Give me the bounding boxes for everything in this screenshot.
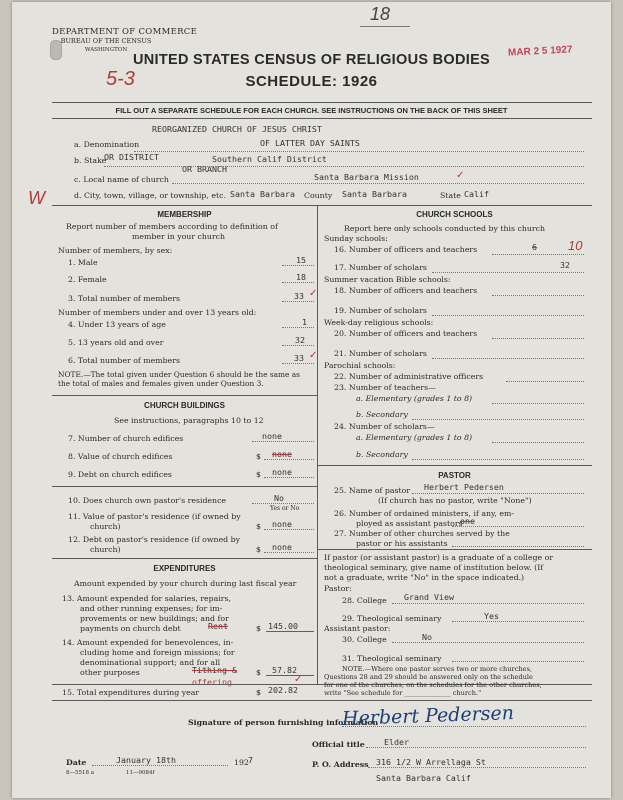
fill-instruction: FILL OUT A SEPARATE SCHEDULE FOR EACH CHURCH. SEE INSTRUCTIONS ON THE BACK OF THIS SHEET bbox=[115, 106, 508, 115]
q26-label-2: ployed as assistant pastors bbox=[356, 519, 463, 528]
q18-line bbox=[492, 295, 584, 296]
page-number-underline bbox=[360, 26, 410, 27]
local-name-label: c. Local name of church bbox=[74, 175, 169, 184]
q9-value: none bbox=[272, 467, 292, 477]
q3-value: 33 bbox=[294, 291, 304, 301]
q6-value: 33 bbox=[294, 353, 304, 363]
q25-line bbox=[412, 493, 584, 494]
city-label: d. City, town, village, or township, etc. bbox=[74, 191, 226, 200]
form-schedule: SCHEDULE: 1926 bbox=[245, 73, 378, 90]
parochial-schools-label: Parochial schools: bbox=[324, 361, 396, 370]
stake-prefix: OR DISTRICT bbox=[104, 152, 159, 162]
membership-intro-2: member in your church bbox=[132, 232, 226, 241]
divider bbox=[52, 205, 592, 206]
q25-label: 25. Name of pastor bbox=[334, 486, 411, 495]
q12-value: none bbox=[272, 542, 292, 552]
state-value: Calif bbox=[464, 189, 489, 199]
q28-line bbox=[392, 603, 584, 604]
q14-label-4: other purposes bbox=[80, 668, 140, 677]
q17-line bbox=[432, 272, 584, 273]
q21-line bbox=[432, 358, 584, 359]
form-title: UNITED STATES CENSUS OF RELIGIOUS BODIES bbox=[132, 52, 491, 68]
schools-heading: CHURCH SCHOOLS bbox=[416, 210, 493, 219]
q15-dollar: $ bbox=[256, 688, 261, 697]
q30-label: 30. College bbox=[342, 635, 387, 644]
q17-value: 32 bbox=[560, 260, 570, 270]
divider bbox=[52, 486, 317, 487]
divider bbox=[317, 465, 592, 466]
q15-label: 15. Total expenditures during year bbox=[62, 688, 200, 697]
q12-line bbox=[264, 552, 314, 553]
q8-dollar: $ bbox=[256, 452, 261, 461]
stake-prefix-2: OR BRANCH bbox=[182, 164, 227, 174]
q10-line bbox=[252, 503, 314, 504]
grad-note-3: not a graduate, write "No" in the space indicated.) bbox=[324, 573, 525, 582]
q13-label-4: payments on church debt bbox=[80, 624, 181, 633]
bureau-city: WASHINGTON bbox=[84, 47, 128, 53]
q16-label: 16. Number of officers and teachers bbox=[334, 245, 478, 254]
pastor-note-3: for one of the churches; on the schedules for the other churches, bbox=[324, 681, 542, 689]
q29-line bbox=[452, 621, 584, 622]
q14-dollar: $ bbox=[256, 668, 261, 677]
q7-line bbox=[252, 441, 314, 442]
q23-label: 23. Number of teachers— bbox=[334, 383, 436, 392]
q13-value: 145.00 bbox=[268, 621, 298, 631]
q12-dollar: $ bbox=[256, 545, 261, 554]
q5-line bbox=[282, 345, 314, 346]
q24a-line bbox=[492, 442, 584, 443]
q28-label: 28. College bbox=[342, 596, 387, 605]
bureau-name: BUREAU OF THE CENSUS bbox=[60, 37, 152, 45]
q1-label: 1. Male bbox=[68, 258, 98, 267]
date-value: January 18th bbox=[116, 755, 176, 765]
stake-line bbox=[104, 166, 584, 167]
q8-line bbox=[264, 459, 314, 460]
q24-label: 24. Number of scholars— bbox=[334, 422, 435, 431]
check-mark: ✓ bbox=[309, 288, 318, 299]
q4-label: 4. Under 13 years of age bbox=[68, 320, 166, 329]
members-by-sex-label: Number of members, by sex: bbox=[58, 246, 173, 255]
q22-label: 22. Number of administrative officers bbox=[334, 372, 484, 381]
local-name-line bbox=[172, 183, 584, 184]
q13-label-2: and other running expenses; for im- bbox=[80, 604, 223, 613]
q16-value: 10 bbox=[568, 238, 583, 253]
q11-line bbox=[264, 529, 314, 530]
q31-line bbox=[452, 661, 584, 662]
check-mark: ✓ bbox=[456, 170, 465, 181]
q29-value: Yes bbox=[484, 611, 499, 621]
q27-label-2: pastor or his assistants bbox=[356, 539, 448, 548]
q3-line bbox=[282, 301, 314, 302]
pastor-note-4: write "See schedule for ______________ church." bbox=[324, 689, 482, 697]
page-number-handwritten: 18 bbox=[370, 4, 391, 24]
address-line-1: 316 1/2 W Arrellaga St bbox=[376, 757, 486, 767]
address-line-2: Santa Barbara Calif bbox=[376, 773, 471, 783]
denomination-label: a. Denomination bbox=[74, 140, 140, 149]
q1-value: 15 bbox=[296, 255, 306, 265]
q13-dollar: $ bbox=[256, 624, 261, 633]
form-code-2: 11—9084f bbox=[126, 770, 155, 776]
q14-underline bbox=[266, 675, 314, 676]
q18-label: 18. Number of officers and teachers bbox=[334, 286, 478, 295]
denomination-line bbox=[134, 151, 584, 152]
q11-label-2: church) bbox=[90, 522, 121, 531]
q26-value: one bbox=[460, 516, 475, 526]
q20-label: 20. Number of officers and teachers bbox=[334, 329, 478, 338]
divider bbox=[52, 558, 317, 559]
weekday-schools-label: Week-day religious schools: bbox=[324, 318, 434, 327]
department-name: DEPARTMENT OF COMMERCE bbox=[52, 27, 198, 37]
q16-value-struck: 6 bbox=[532, 242, 537, 252]
divider bbox=[52, 395, 317, 396]
q2-line bbox=[282, 282, 314, 283]
census-schedule-sheet bbox=[12, 2, 611, 798]
summer-schools-label: Summer vacation Bible schools: bbox=[324, 275, 451, 284]
county-value: Santa Barbara bbox=[342, 189, 407, 199]
buildings-sub: See instructions, paragraphs 10 to 12 bbox=[114, 416, 264, 425]
sunday-schools-label: Sunday schools: bbox=[324, 234, 388, 243]
q9-label: 9. Debt on church edifices bbox=[68, 470, 172, 479]
schools-intro: Report here only schools conducted by this church bbox=[344, 224, 546, 233]
q24b-line bbox=[412, 459, 584, 460]
received-stamp: MAR 2 5 1927 bbox=[507, 44, 573, 59]
pastor-heading: PASTOR bbox=[438, 471, 471, 480]
q9-dollar: $ bbox=[256, 470, 261, 479]
age-intro-label: Number of members under and over 13 years old: bbox=[58, 308, 257, 317]
q17-label: 17. Number of scholars bbox=[334, 263, 427, 272]
q11-label-1: 11. Value of pastor's residence (if owned by bbox=[68, 512, 241, 521]
buildings-heading: CHURCH BUILDINGS bbox=[144, 401, 225, 410]
divider bbox=[52, 700, 592, 701]
q5-value: 32 bbox=[295, 335, 305, 345]
q11-dollar: $ bbox=[256, 522, 261, 531]
q5-label: 5. 13 years old and over bbox=[68, 338, 164, 347]
q13-label-1: 13. Amount expended for salaries, repairs, bbox=[62, 594, 232, 603]
q2-label: 2. Female bbox=[68, 275, 107, 284]
q15-value: 202.82 bbox=[268, 685, 298, 695]
address-label: P. O. Address bbox=[312, 760, 369, 769]
q3-label: 3. Total number of members bbox=[68, 294, 181, 303]
check-mark: ✓ bbox=[309, 350, 318, 361]
membership-heading: MEMBERSHIP bbox=[157, 210, 212, 219]
assistant-subhead: Assistant pastor: bbox=[324, 624, 391, 633]
q23b-label: b. Secondary bbox=[356, 410, 408, 419]
q14-value: 57.82 bbox=[272, 665, 297, 675]
q8-value: none bbox=[272, 449, 292, 459]
q29-label: 29. Theological seminary bbox=[342, 614, 442, 623]
q4-line bbox=[282, 327, 314, 328]
q2-value: 18 bbox=[296, 272, 306, 282]
column-divider bbox=[317, 205, 318, 684]
q4-value: 1 bbox=[302, 317, 307, 327]
q6-label: 6. Total number of members bbox=[68, 356, 181, 365]
q25-hint: (If church has no pastor, write "None") bbox=[378, 496, 532, 505]
divider bbox=[52, 118, 592, 119]
county-label: County bbox=[304, 191, 333, 200]
official-title-value: Elder bbox=[384, 737, 409, 747]
q7-label: 7. Number of church edifices bbox=[68, 434, 184, 443]
divider bbox=[52, 102, 592, 103]
official-title-line bbox=[366, 747, 586, 748]
stake-value: Southern Calif District bbox=[212, 154, 327, 164]
code-mark-handwritten: 5-3 bbox=[106, 68, 135, 90]
q27-line bbox=[452, 546, 584, 547]
q8-label: 8. Value of church edifices bbox=[68, 452, 173, 461]
q26-label-1: 26. Number of ordained ministers, if any, em- bbox=[334, 509, 514, 518]
date-line bbox=[92, 765, 228, 766]
local-name-value: Santa Barbara Mission bbox=[314, 172, 419, 182]
q16-line bbox=[492, 254, 584, 255]
q13-underline bbox=[266, 631, 314, 632]
check-mark: ✓ bbox=[294, 674, 303, 685]
date-label: Date bbox=[66, 758, 87, 767]
pastor-note-1: NOTE.—Where one pastor serves two or more churches, bbox=[342, 665, 532, 673]
q24a-label: a. Elementary (grades 1 to 8) bbox=[356, 433, 473, 442]
q23a-label: a. Elementary (grades 1 to 8) bbox=[356, 394, 473, 403]
q1-line bbox=[282, 265, 314, 266]
official-title-label: Official title bbox=[312, 740, 365, 749]
q22-line bbox=[506, 381, 584, 382]
grad-note-2: theological seminary, give name of institution below. (If bbox=[324, 563, 544, 572]
q14-extra-1: Tithing & bbox=[192, 665, 237, 675]
q23b-line bbox=[412, 419, 584, 420]
q14-label-2: cluding home and foreign missions; for bbox=[80, 648, 235, 657]
divider bbox=[317, 549, 592, 550]
signature-label: Signature of person furnishing information bbox=[188, 718, 379, 727]
q31-label: 31. Theological seminary bbox=[342, 654, 442, 663]
signature: Herbert Pedersen bbox=[341, 702, 515, 730]
pastor-note-2: Questions 28 and 29 should be answered only on the schedule bbox=[324, 673, 533, 681]
q24b-label: b. Secondary bbox=[356, 450, 408, 459]
q9-line bbox=[264, 477, 314, 478]
grad-note-1: If pastor (or assistant pastor) is a graduate of a college or bbox=[324, 553, 554, 562]
q23a-line bbox=[492, 403, 584, 404]
expenditures-sub: Amount expended by your church during last fiscal year bbox=[74, 579, 297, 588]
membership-intro-1: Report number of members according to definition of bbox=[66, 222, 278, 231]
q28-value: Grand View bbox=[404, 592, 454, 602]
address-line-1-rule bbox=[368, 767, 586, 768]
expenditures-heading: EXPENDITURES bbox=[153, 564, 216, 573]
date-year-prefix: 192 bbox=[234, 758, 249, 767]
pastor-subhead: Pastor: bbox=[324, 584, 352, 593]
q30-value: No bbox=[422, 632, 432, 642]
q10-label: 10. Does church own pastor's residence bbox=[68, 496, 227, 505]
q14-label-3: denominational support; and for all bbox=[80, 658, 221, 667]
q13-extra: Rent bbox=[208, 621, 228, 631]
q11-value: none bbox=[272, 519, 292, 529]
membership-note: NOTE.—The total given under Question 6 should be the same as the total of males and females given under Question 3. bbox=[58, 370, 300, 388]
q10-hint: Yes or No bbox=[270, 505, 300, 512]
q12-label-2: church) bbox=[90, 545, 121, 554]
q19-line bbox=[432, 315, 584, 316]
q14-extra-2: offering bbox=[192, 677, 232, 687]
q7-value: none bbox=[262, 431, 282, 441]
q20-line bbox=[492, 338, 584, 339]
stake-label: b. Stake bbox=[74, 156, 107, 165]
city-value: Santa Barbara bbox=[230, 189, 295, 199]
denomination-value-line1: REORGANIZED CHURCH OF JESUS CHRIST bbox=[152, 124, 322, 134]
margin-mark-handwritten: W bbox=[28, 188, 45, 208]
q10-value: No bbox=[274, 493, 284, 503]
department-block bbox=[52, 27, 198, 55]
denomination-value-line2: OF LATTER DAY SAINTS bbox=[260, 138, 360, 148]
q12-label-1: 12. Debt on pastor's residence (if owned by bbox=[68, 535, 241, 544]
q26-line bbox=[452, 526, 584, 527]
form-code-1: 8—5518 a bbox=[66, 770, 95, 776]
q19-label: 19. Number of scholars bbox=[334, 306, 427, 315]
q6-line bbox=[282, 363, 314, 364]
q13-label-3: provements or new buildings; and for bbox=[80, 614, 229, 623]
q14-label-1: 14. Amount expended for benevolences, in- bbox=[62, 638, 234, 647]
date-year: 7 bbox=[248, 755, 253, 765]
signature-line bbox=[342, 726, 586, 727]
state-label: State bbox=[440, 191, 461, 200]
q27-label-1: 27. Number of other churches served by the bbox=[334, 529, 510, 538]
q25-value: Herbert Pedersen bbox=[424, 482, 504, 492]
q21-label: 21. Number of scholars bbox=[334, 349, 427, 358]
q30-line bbox=[392, 642, 584, 643]
